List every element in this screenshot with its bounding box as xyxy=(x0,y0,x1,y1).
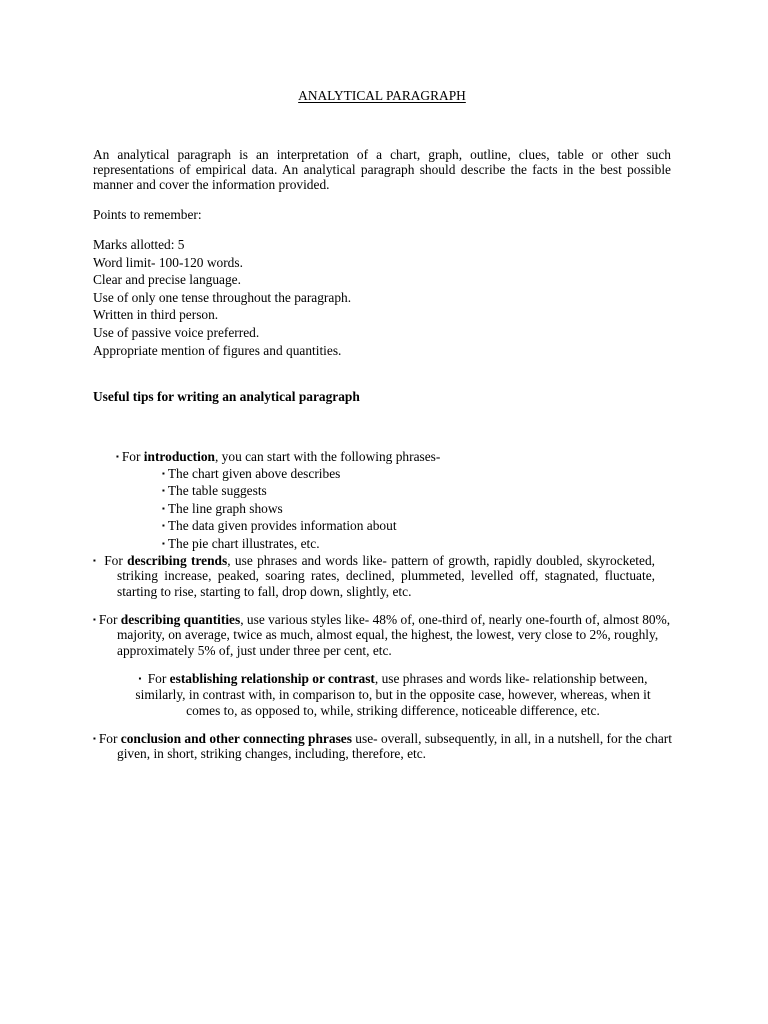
tip-text: , you can start with the following phrases- xyxy=(214,449,441,464)
for-word: For xyxy=(98,731,121,746)
point-voice: Use of passive voice preferred. xyxy=(93,324,260,340)
phrase-text: The line graph shows xyxy=(167,500,283,516)
point-figures: Appropriate mention of figures and quantities. xyxy=(93,342,342,358)
for-word: For xyxy=(104,553,128,568)
tip-text: , use various styles like- 48% of, one-third of, nearly one-fourth of, almost 80%, majority, on average, twice as much, almost equal, the highest, the lowest, very close to 2%, roughly, approximately 5% of, just under three per cent, etc. xyxy=(117,612,671,658)
point-tense: Use of only one tense throughout the paragraph. xyxy=(93,289,352,305)
tip-trends xyxy=(93,553,655,599)
page-title: ANALYTICAL PARAGRAPH xyxy=(298,88,466,103)
points-label: Points to remember: xyxy=(93,207,202,222)
tip-keyword: establishing relationship or contrast xyxy=(169,671,375,686)
bullet-icon: ▪ xyxy=(162,521,165,531)
for-word: For xyxy=(147,671,170,686)
phrase-text: The data given provides information about xyxy=(167,518,397,534)
bullet-icon: ▪ xyxy=(116,452,119,461)
phrase-item xyxy=(162,465,397,482)
phrase-text: The table suggests xyxy=(167,483,267,499)
points-list xyxy=(93,236,351,359)
phrase-item xyxy=(162,500,397,517)
phrase-item xyxy=(162,482,397,499)
tip-keyword: introduction xyxy=(143,449,215,464)
tip-conclusion xyxy=(93,731,695,762)
bullet-icon: ▪ xyxy=(93,734,96,743)
point-marks: Marks allotted: 5 xyxy=(93,237,185,252)
point-person: Written in third person. xyxy=(93,307,219,323)
tip-introduction xyxy=(116,448,440,465)
tip-text: , use phrases and words like- pattern of growth, rapidly doubled, skyrocketed, striking increase, peaked, soaring rates, declined, plummeted, levelled off, stagnated, fluctuate, starting to rise, starting to fall, drop down, slightly, etc. xyxy=(117,553,656,599)
for-word: For xyxy=(121,449,144,464)
point-language: Clear and precise language. xyxy=(93,272,241,288)
bullet-icon: ▪ xyxy=(162,469,165,478)
bullet-icon: ▪ xyxy=(162,538,165,548)
bullet-icon: ▪ xyxy=(93,615,96,624)
phrase-item xyxy=(162,517,397,534)
phrase-text: The pie chart illustrates, etc. xyxy=(167,535,320,551)
intro-paragraph: An analytical paragraph is an interpretation of a chart, graph, outline, clues, table or other such representations of empirical data. An analytical paragraph should describe the facts in the best possible manner and cover the information provided. xyxy=(93,147,671,193)
phrase-text: The chart given above describes xyxy=(167,466,341,481)
tip-keyword: conclusion and other connecting phrases xyxy=(120,731,352,746)
tip-text: , use phrases and words like- relationship between, similarly, in contrast with, in comparison to, but in the opposite case, however, whereas, when it comes to, as opposed to, while, striking difference, noticeable difference, etc. xyxy=(135,671,651,718)
tips-heading: Useful tips for writing an analytical paragraph xyxy=(93,389,360,404)
bullet-icon: ▪ xyxy=(93,556,97,565)
tip-relationship xyxy=(117,671,669,719)
tip-text: use- overall, subsequently, in all, in a nutshell, for the chart given, in short, striking changes, including, therefore, etc. xyxy=(117,731,672,762)
phrase-item xyxy=(162,535,397,552)
bullet-icon: ▪ xyxy=(138,674,142,683)
bullet-icon: ▪ xyxy=(162,503,165,513)
tip-quantities xyxy=(93,612,675,658)
point-word-limit: Word limit- 100-120 words. xyxy=(93,254,243,270)
bullet-icon: ▪ xyxy=(162,486,165,496)
for-word: For xyxy=(98,612,121,627)
introduction-phrases xyxy=(162,465,397,552)
tip-keyword: describing quantities xyxy=(120,612,241,627)
tip-keyword: describing trends xyxy=(127,553,228,568)
